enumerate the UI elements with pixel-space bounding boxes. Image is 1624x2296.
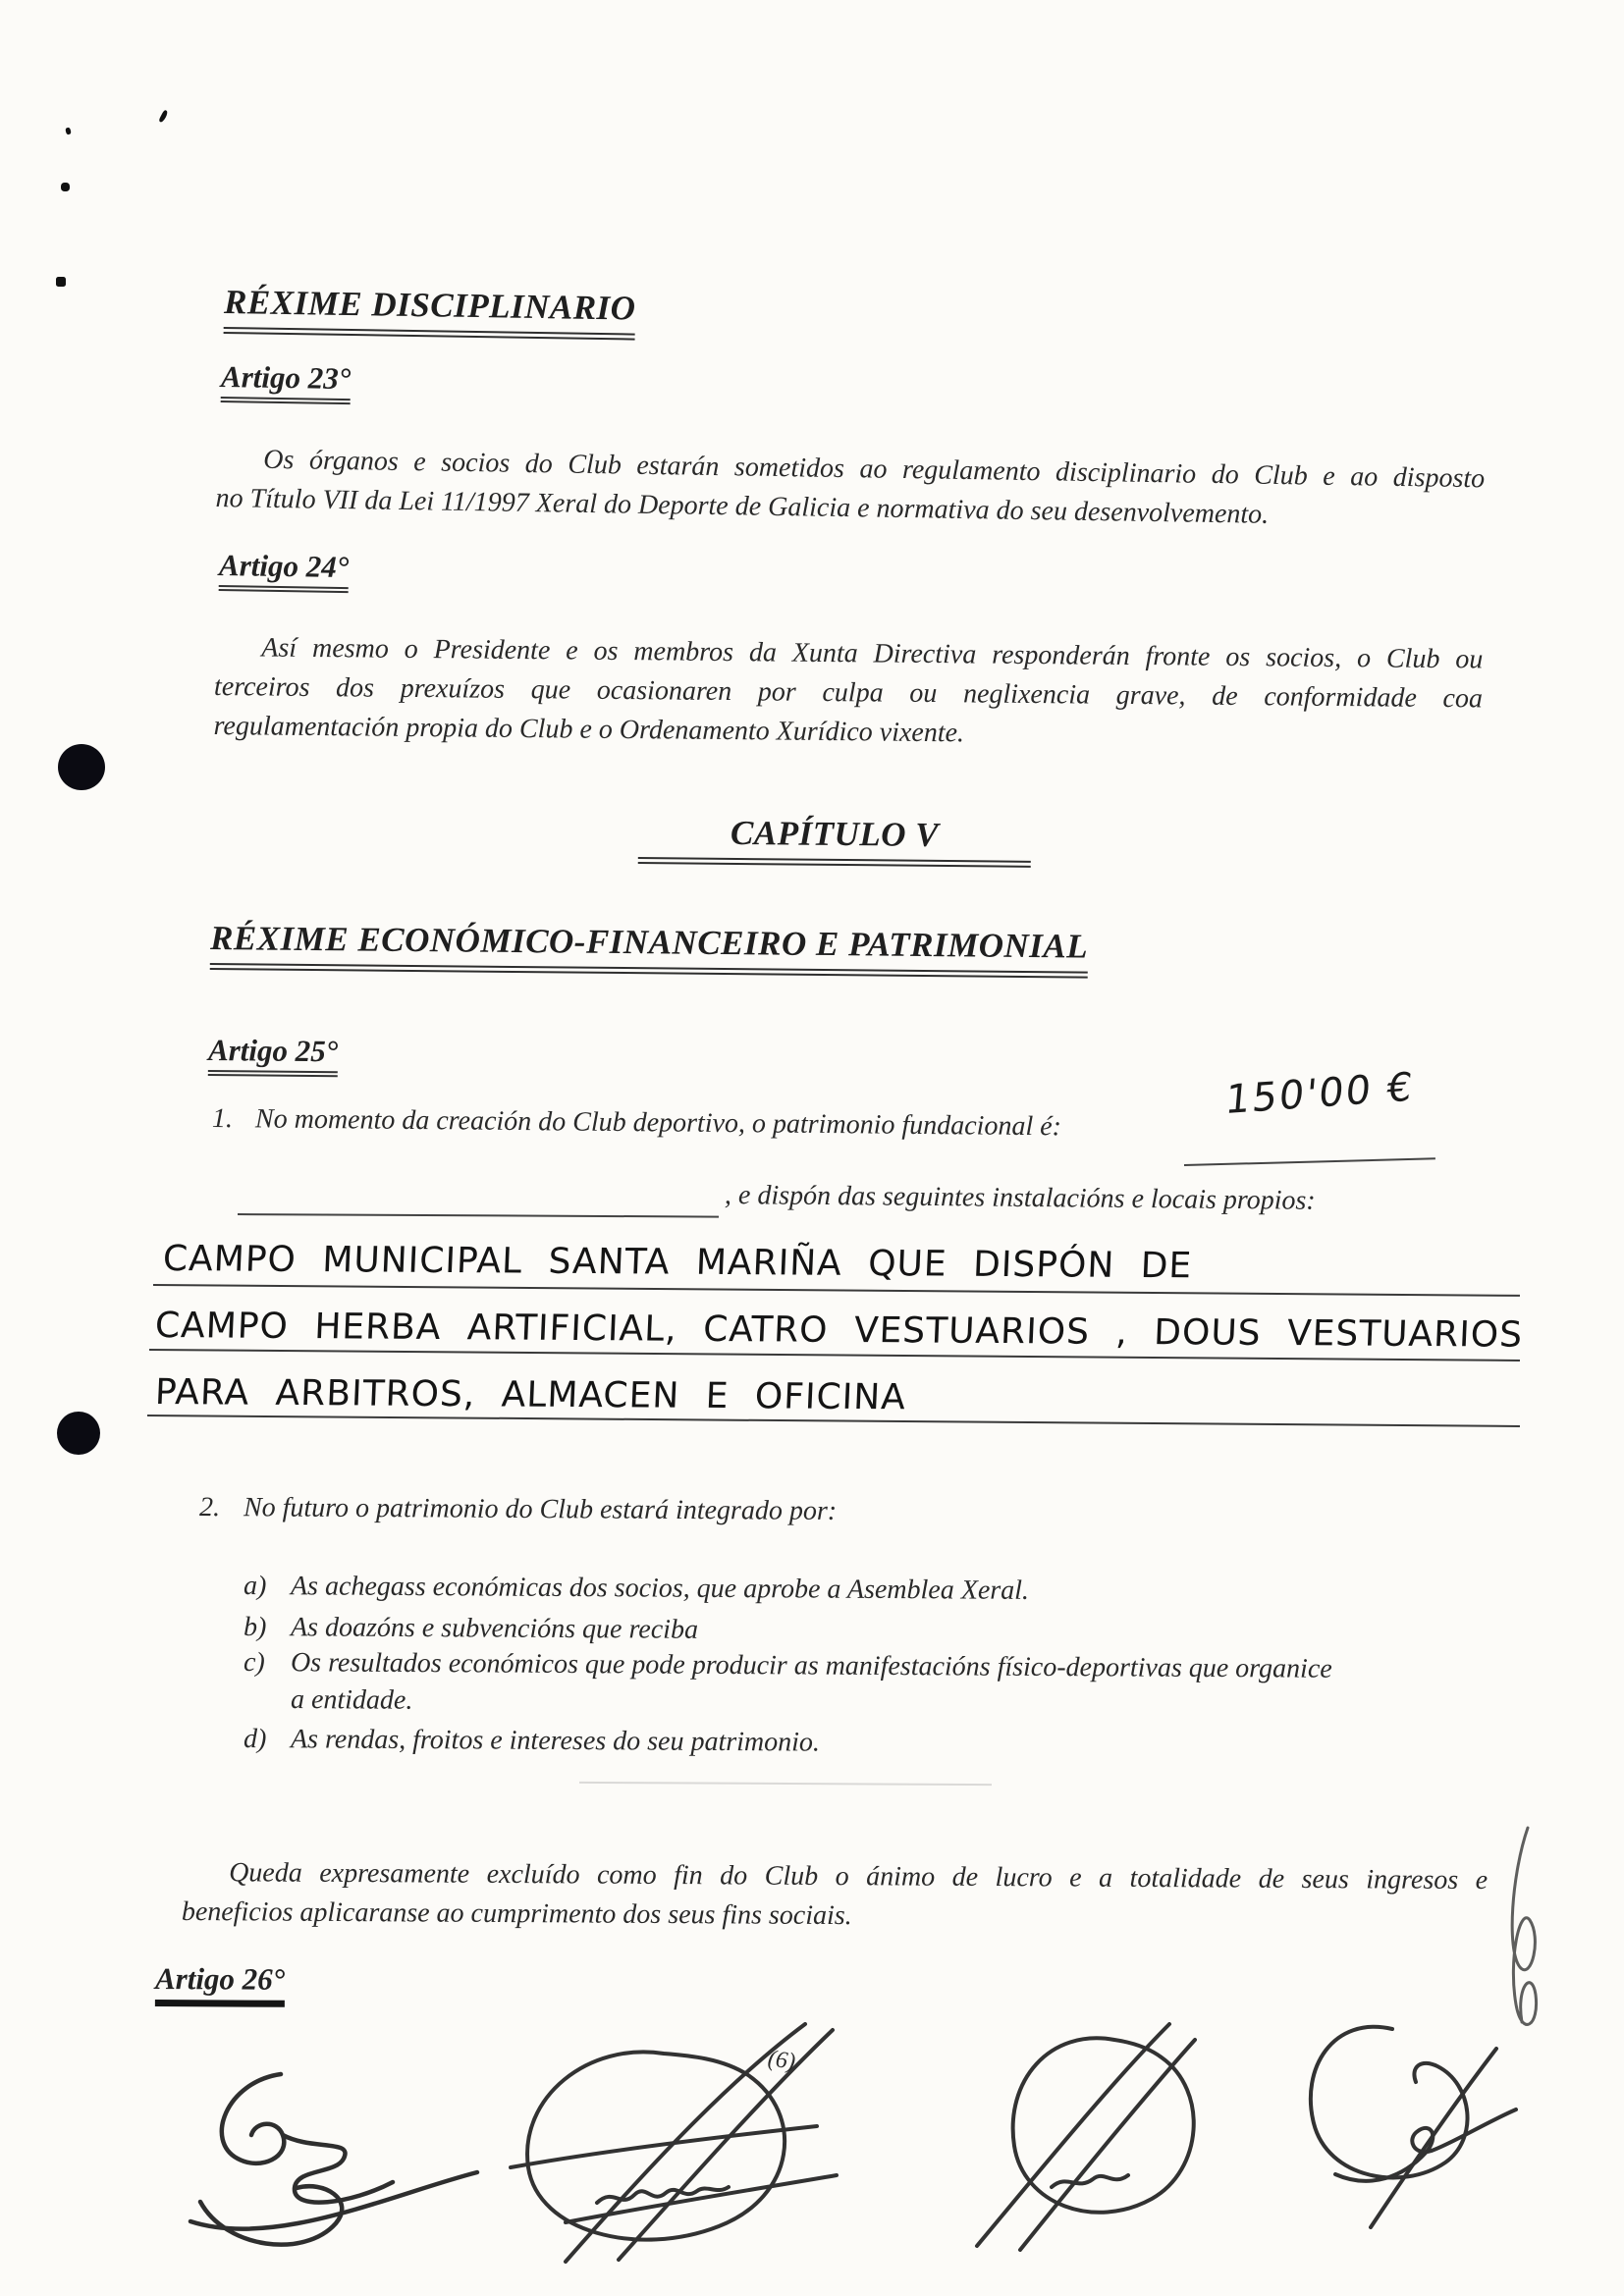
sublist-item-a [244,1571,1029,1607]
text-line: no Título VII da Lei 11/1997 Xeral do Deporte de Galicia e normativa do seu desenvolvemento. [215,482,1270,530]
artigo-24-label: Artigo 24° [219,548,350,593]
section-heading-disciplinario: RÉXIME DISCIPLINARIO [224,283,636,341]
artigo-25-item-1 [212,1103,1061,1143]
item-1-continuation: , e dispón das seguintes instalacións e locais propios: [724,1180,1316,1216]
artigo-25-item-2 [199,1492,837,1527]
list-marker: d) [243,1724,267,1755]
chapter-heading-capitulo-v: CAPÍTULO V [638,813,1031,868]
section-heading-economico-financeiro: RÉXIME ECONÓMICO-FINANCEIRO E PATRIMONIAL [210,919,1089,979]
list-marker: a) [243,1571,267,1602]
text-line: As rendas, froitos e intereses do seu patrimonio. [290,1724,821,1758]
text-line: beneficios aplicaranse ao cumprimento dos seus fins sociais. [181,1896,852,1932]
signature-3 [967,2018,1232,2254]
list-number: 1. [211,1103,234,1135]
signature-4 [1276,2005,1532,2231]
sublist-item-c-continued: a entidade. [290,1684,413,1716]
text-line: As achegass económicas dos socios, que aprobe a Asemblea Xeral. [290,1571,1030,1606]
text-line: Os órganos e socios do Club estarán sometidos ao regulamento disciplinario do Club e ao disposto [263,444,1486,495]
page-annotation-number: (6) [766,2046,797,2075]
text-line: Os resultados económicos que pode producir as manifestacións físico-deportivas que organice [290,1647,1332,1684]
artigo-24-paragraph [213,628,1483,758]
signature-1 [187,2056,481,2258]
ink-speck [61,183,70,191]
handwritten-line: PARA ARBITROS, ALMACEN E OFICINA [154,1372,907,1418]
artigo-25-label: Artigo 25° [208,1033,339,1077]
ink-speck [158,110,169,124]
sublist-item-c [244,1647,1332,1685]
list-marker: b) [243,1612,267,1643]
artigo-26-label: Artigo 26° [155,1961,285,2007]
artigo-23-label: Artigo 23° [221,359,352,404]
ink-speck [65,127,72,134]
text-line: Así mesmo o Presidente e os membros da Xunta Directiva responderán fronte os socios, o Club ou [261,632,1484,675]
signature-2 [471,2020,864,2266]
handwritten-line: CAMPO HERBA ARTIFICIAL, CATRO VESTUARIOS , DOUS VESTUARIOS [154,1306,1524,1356]
sublist-item-d [244,1724,820,1759]
fill-in-underline [1184,1157,1435,1166]
ink-speck [56,277,66,287]
ruled-underline [153,1284,1520,1297]
text-line: As doazóns e subvencións que reciba [290,1612,699,1645]
artigo-23-paragraph [215,440,1485,538]
handwritten-line: CAMPO MUNICIPAL SANTA MARIÑA QUE DISPÓN DE [162,1239,1194,1287]
list-number: 2. [198,1492,221,1523]
closing-paragraph [182,1853,1488,1940]
list-marker: c) [243,1647,265,1679]
text-line: No futuro o patrimonio do Club estará integrado por: [243,1492,838,1526]
ink-blot-mark [58,744,105,790]
ink-blot-mark [57,1412,100,1455]
text-line: No momento da creación do Club deportivo, o patrimonio fundacional é: [254,1103,1062,1143]
margin-scribble [1494,1822,1553,2057]
text-line: terceiros dos prexuízos que ocasionaren por culpa ou neglixencia grave, de conformidade coa [213,671,1484,715]
text-line: Queda expresamente excluído como fin do Club o ánimo de lucro e a totalidade de seus ingresos e [229,1857,1489,1896]
sublist-item-b [244,1612,698,1646]
scan-smudge-line [579,1782,992,1786]
fill-in-underline [238,1213,719,1218]
text-line: regulamentación propia do Club e o Ordenamento Xurídico vixente. [213,710,965,749]
handwritten-amount-value: 150'00 € [1222,1064,1416,1124]
